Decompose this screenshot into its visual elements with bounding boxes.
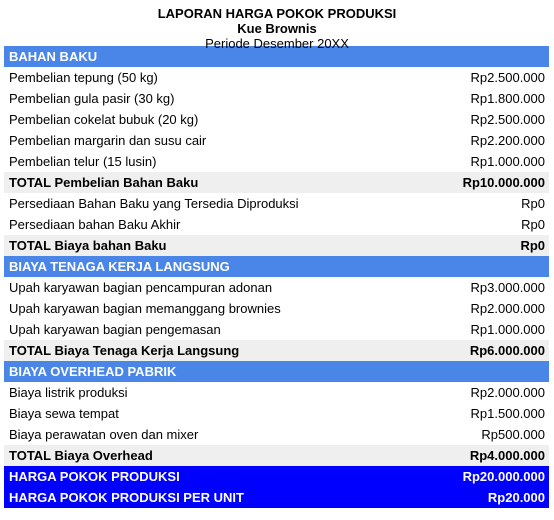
report-subtitle: Kue Brownis bbox=[237, 21, 317, 36]
table-row bbox=[4, 193, 549, 214]
table-row bbox=[4, 130, 549, 151]
row-label: Upah karyawan bagian memanggang brownies bbox=[4, 298, 390, 319]
row-amount: Rp0 bbox=[390, 235, 549, 256]
row-amount: Rp0 bbox=[390, 193, 549, 214]
summary-row bbox=[4, 466, 549, 487]
summary-row bbox=[4, 487, 549, 508]
section-header-row bbox=[4, 256, 549, 277]
row-amount: Rp6.000.000 bbox=[390, 340, 549, 361]
table-row bbox=[4, 214, 549, 235]
table-row bbox=[4, 109, 549, 130]
table-row bbox=[4, 298, 549, 319]
row-amount: Rp2.200.000 bbox=[390, 130, 549, 151]
section-header-row bbox=[4, 361, 549, 382]
cost-report-table bbox=[4, 46, 549, 508]
row-label: Upah karyawan bagian pengemasan bbox=[4, 319, 390, 340]
row-amount: Rp4.000.000 bbox=[390, 445, 549, 466]
row-label: BIAYA OVERHEAD PABRIK bbox=[4, 361, 390, 382]
row-amount: Rp20.000.000 bbox=[390, 466, 549, 487]
row-amount: Rp3.000.000 bbox=[390, 277, 549, 298]
row-amount: Rp10.000.000 bbox=[390, 172, 549, 193]
report-period: Periode Desember 20XX bbox=[205, 36, 349, 51]
total-row bbox=[4, 172, 549, 193]
row-label: Pembelian margarin dan susu cair bbox=[4, 130, 390, 151]
row-amount bbox=[390, 46, 549, 67]
row-label: Biaya listrik produksi bbox=[4, 382, 390, 403]
row-amount: Rp2.000.000 bbox=[390, 382, 549, 403]
row-amount: Rp1.000.000 bbox=[390, 151, 549, 172]
total-row bbox=[4, 445, 549, 466]
row-label: Biaya sewa tempat bbox=[4, 403, 390, 424]
row-label: TOTAL Biaya Overhead bbox=[4, 445, 390, 466]
table-row bbox=[4, 382, 549, 403]
row-amount: Rp500.000 bbox=[390, 424, 549, 445]
row-amount: Rp0 bbox=[390, 214, 549, 235]
row-label: Persediaan Bahan Baku yang Tersedia Diproduksi bbox=[4, 193, 390, 214]
row-amount: Rp2.000.000 bbox=[390, 298, 549, 319]
row-amount: Rp2.500.000 bbox=[390, 109, 549, 130]
row-label: HARGA POKOK PRODUKSI PER UNIT bbox=[4, 487, 390, 508]
total-row bbox=[4, 340, 549, 361]
row-label: HARGA POKOK PRODUKSI bbox=[4, 466, 390, 487]
row-amount: Rp1.800.000 bbox=[390, 88, 549, 109]
row-label: TOTAL Biaya bahan Baku bbox=[4, 235, 390, 256]
row-amount bbox=[390, 256, 549, 277]
total-row bbox=[4, 235, 549, 256]
row-amount bbox=[390, 361, 549, 382]
row-amount: Rp1.000.000 bbox=[390, 319, 549, 340]
row-label: Biaya perawatan oven dan mixer bbox=[4, 424, 390, 445]
row-label: Pembelian cokelat bubuk (20 kg) bbox=[4, 109, 390, 130]
table-row bbox=[4, 403, 549, 424]
row-label: Upah karyawan bagian pencampuran adonan bbox=[4, 277, 390, 298]
table-row bbox=[4, 277, 549, 298]
row-label: Pembelian telur (15 lusin) bbox=[4, 151, 390, 172]
table-row bbox=[4, 424, 549, 445]
report-header bbox=[0, 0, 554, 51]
table-row bbox=[4, 67, 549, 88]
row-amount: Rp2.500.000 bbox=[390, 67, 549, 88]
row-label: Pembelian gula pasir (30 kg) bbox=[4, 88, 390, 109]
row-label: BIAYA TENAGA KERJA LANGSUNG bbox=[4, 256, 390, 277]
table-row bbox=[4, 151, 549, 172]
row-label: TOTAL Biaya Tenaga Kerja Langsung bbox=[4, 340, 390, 361]
report-title: LAPORAN HARGA POKOK PRODUKSI bbox=[157, 6, 397, 21]
row-amount: Rp20.000 bbox=[390, 487, 549, 508]
row-label: Persediaan bahan Baku Akhir bbox=[4, 214, 390, 235]
row-label: TOTAL Pembelian Bahan Baku bbox=[4, 172, 390, 193]
row-label: Pembelian tepung (50 kg) bbox=[4, 67, 390, 88]
row-amount: Rp1.500.000 bbox=[390, 403, 549, 424]
row-label: BAHAN BAKU bbox=[4, 46, 390, 67]
table-row bbox=[4, 319, 549, 340]
table-row bbox=[4, 88, 549, 109]
